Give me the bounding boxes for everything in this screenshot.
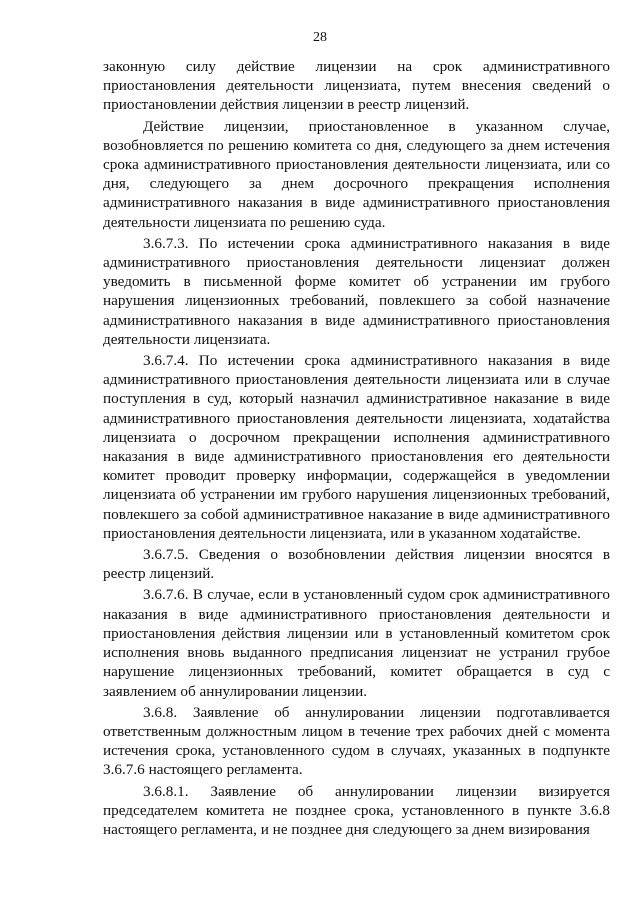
paragraph-3-6-8: 3.6.8. Заявление об аннулировании лицензии подготавливается ответственным должностным лицом в течение трех рабочих дней с момента истечения срока, установленного судом в случаях, указанных в подпункте 3.6.7.6 настоящего регламента. <box>103 703 610 779</box>
document-body <box>103 57 610 839</box>
paragraph-license-resumption: Действие лицензии, приостановленное в указанном случае, возобновляется по решению комитета со дня, следующего за днем истечения срока административного приостановления деятельности лицензиата, или со дня, следующего за днем досрочного прекращения исполнения административного наказания в виде административного приостановления деятельности лицензиата по решению суда. <box>103 117 610 231</box>
paragraph-3-6-7-5: 3.6.7.5. Сведения о возобновлении действия лицензии вносятся в реестр лицензий. <box>103 546 610 583</box>
paragraph-continuation: законную силу действие лицензии на срок административного приостановления деятельности лицензиата, путем внесения сведений о приостановлении действия лицензии в реестр лицензий. <box>103 58 610 114</box>
paragraph-3-6-8-1: 3.6.8.1. Заявление об аннулировании лицензии визируется председателем комитета не позднее срока, установленного в пункте 3.6.8 настоящего регламента, и не позднее дня следующего за днем визирования <box>103 782 610 838</box>
paragraph-3-6-7-4: 3.6.7.4. По истечении срока административного наказания в виде административного приостановления деятельности лицензиата или в случае поступления в суд, который назначил административное наказание в виде административного приостановления деятельности лицензиата, ходатайства лицензиата о досрочном прекращении исполнения административного наказания в виде административного приостановления его деятельности комитет проводит проверку информации, содержащейся в уведомлении лицензиата об устранении им грубого нарушения лицензионных требований, повлекшего за собой административное наказание в виде административного приостановления деятельности лицензиата, или в указанном ходатайстве. <box>103 352 610 542</box>
paragraph-3-6-7-6: 3.6.7.6. В случае, если в установленный судом срок административного наказания в виде административного приостановления деятельности и приостановления действия лицензии или в установленный комитетом срок исполнения вновь выданного предписания лицензиат не устранил грубое нарушение лицензионных требований, комитет обращается в суд с заявлением об аннулировании лицензии. <box>103 586 610 700</box>
paragraph-3-6-7-3: 3.6.7.3. По истечении срока административного наказания в виде административного приостановления деятельности лицензиат должен уведомить в письменной форме комитет об устранении им грубого нарушения лицензионных требований, повлекшего за собой назначение административного наказания в виде административного приостановления деятельности лицензиата. <box>103 234 610 348</box>
page-number: 28 <box>313 30 327 45</box>
